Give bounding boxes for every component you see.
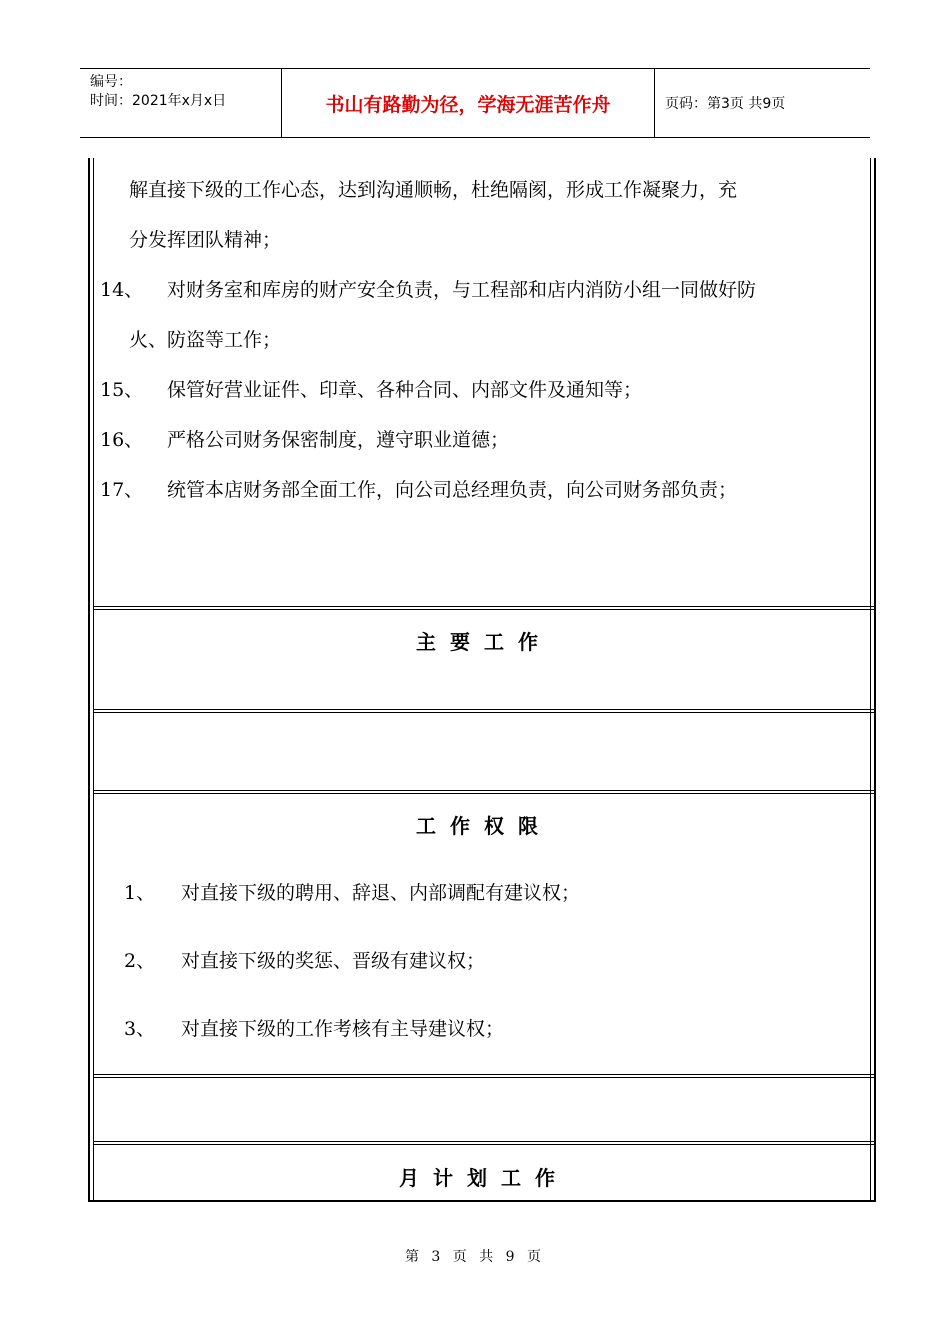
header-divider <box>654 69 655 137</box>
section-separator <box>94 709 874 713</box>
duty-continuation-line: 分发挥团队精神； <box>129 229 282 251</box>
header-motto: 书山有路勤为径，学海无涯苦作舟 <box>325 93 611 116</box>
section-separator <box>94 1074 874 1078</box>
authority-text: 对直接下级的奖惩、晋级有建议权； <box>181 950 486 972</box>
section-title-monthly: 月计划工作 <box>399 1166 569 1190</box>
duty-text: 对财务室和库房的财产安全负责，与工程部和店内消防小组一同做好防 <box>167 279 757 301</box>
duty-number: 17、 <box>100 479 144 501</box>
serial-label: 编号： <box>90 74 132 90</box>
duty-number: 16、 <box>100 429 144 451</box>
duty-number: 15、 <box>100 379 144 401</box>
page-header <box>80 68 870 138</box>
duty-text: 火、防盗等工作； <box>129 329 282 351</box>
section-separator <box>94 790 874 794</box>
header-page-info: 页码：第3页 共9页 <box>665 96 786 112</box>
document-frame <box>88 158 876 1202</box>
duty-text: 严格公司财务保密制度，遵守职业道德； <box>167 429 510 451</box>
authority-number: 1、 <box>124 882 156 904</box>
duty-text: 保管好营业证件、印章、各种合同、内部文件及通知等； <box>167 379 643 401</box>
section-separator <box>94 1141 874 1145</box>
section-title-authority: 工作权限 <box>416 814 552 838</box>
duty-continuation-line: 解直接下级的工作心态，达到沟通顺畅，杜绝隔阂，形成工作凝聚力，充 <box>129 179 738 201</box>
page-footer: 第 3 页 共 9 页 <box>404 1249 546 1265</box>
duty-number: 14、 <box>100 279 144 301</box>
duty-text: 统管本店财务部全面工作，向公司总经理负责，向公司财务部负责； <box>167 479 738 501</box>
authority-text: 对直接下级的聘用、辞退、内部调配有建议权； <box>181 882 581 904</box>
authority-number: 3、 <box>124 1018 156 1040</box>
header-meta <box>90 73 226 111</box>
authority-number: 2、 <box>124 950 156 972</box>
section-separator <box>94 606 874 610</box>
section-title-main-work: 主要工作 <box>416 630 552 654</box>
time-label: 时间：2021年x月x日 <box>90 93 227 109</box>
authority-text: 对直接下级的工作考核有主导建议权； <box>181 1018 505 1040</box>
